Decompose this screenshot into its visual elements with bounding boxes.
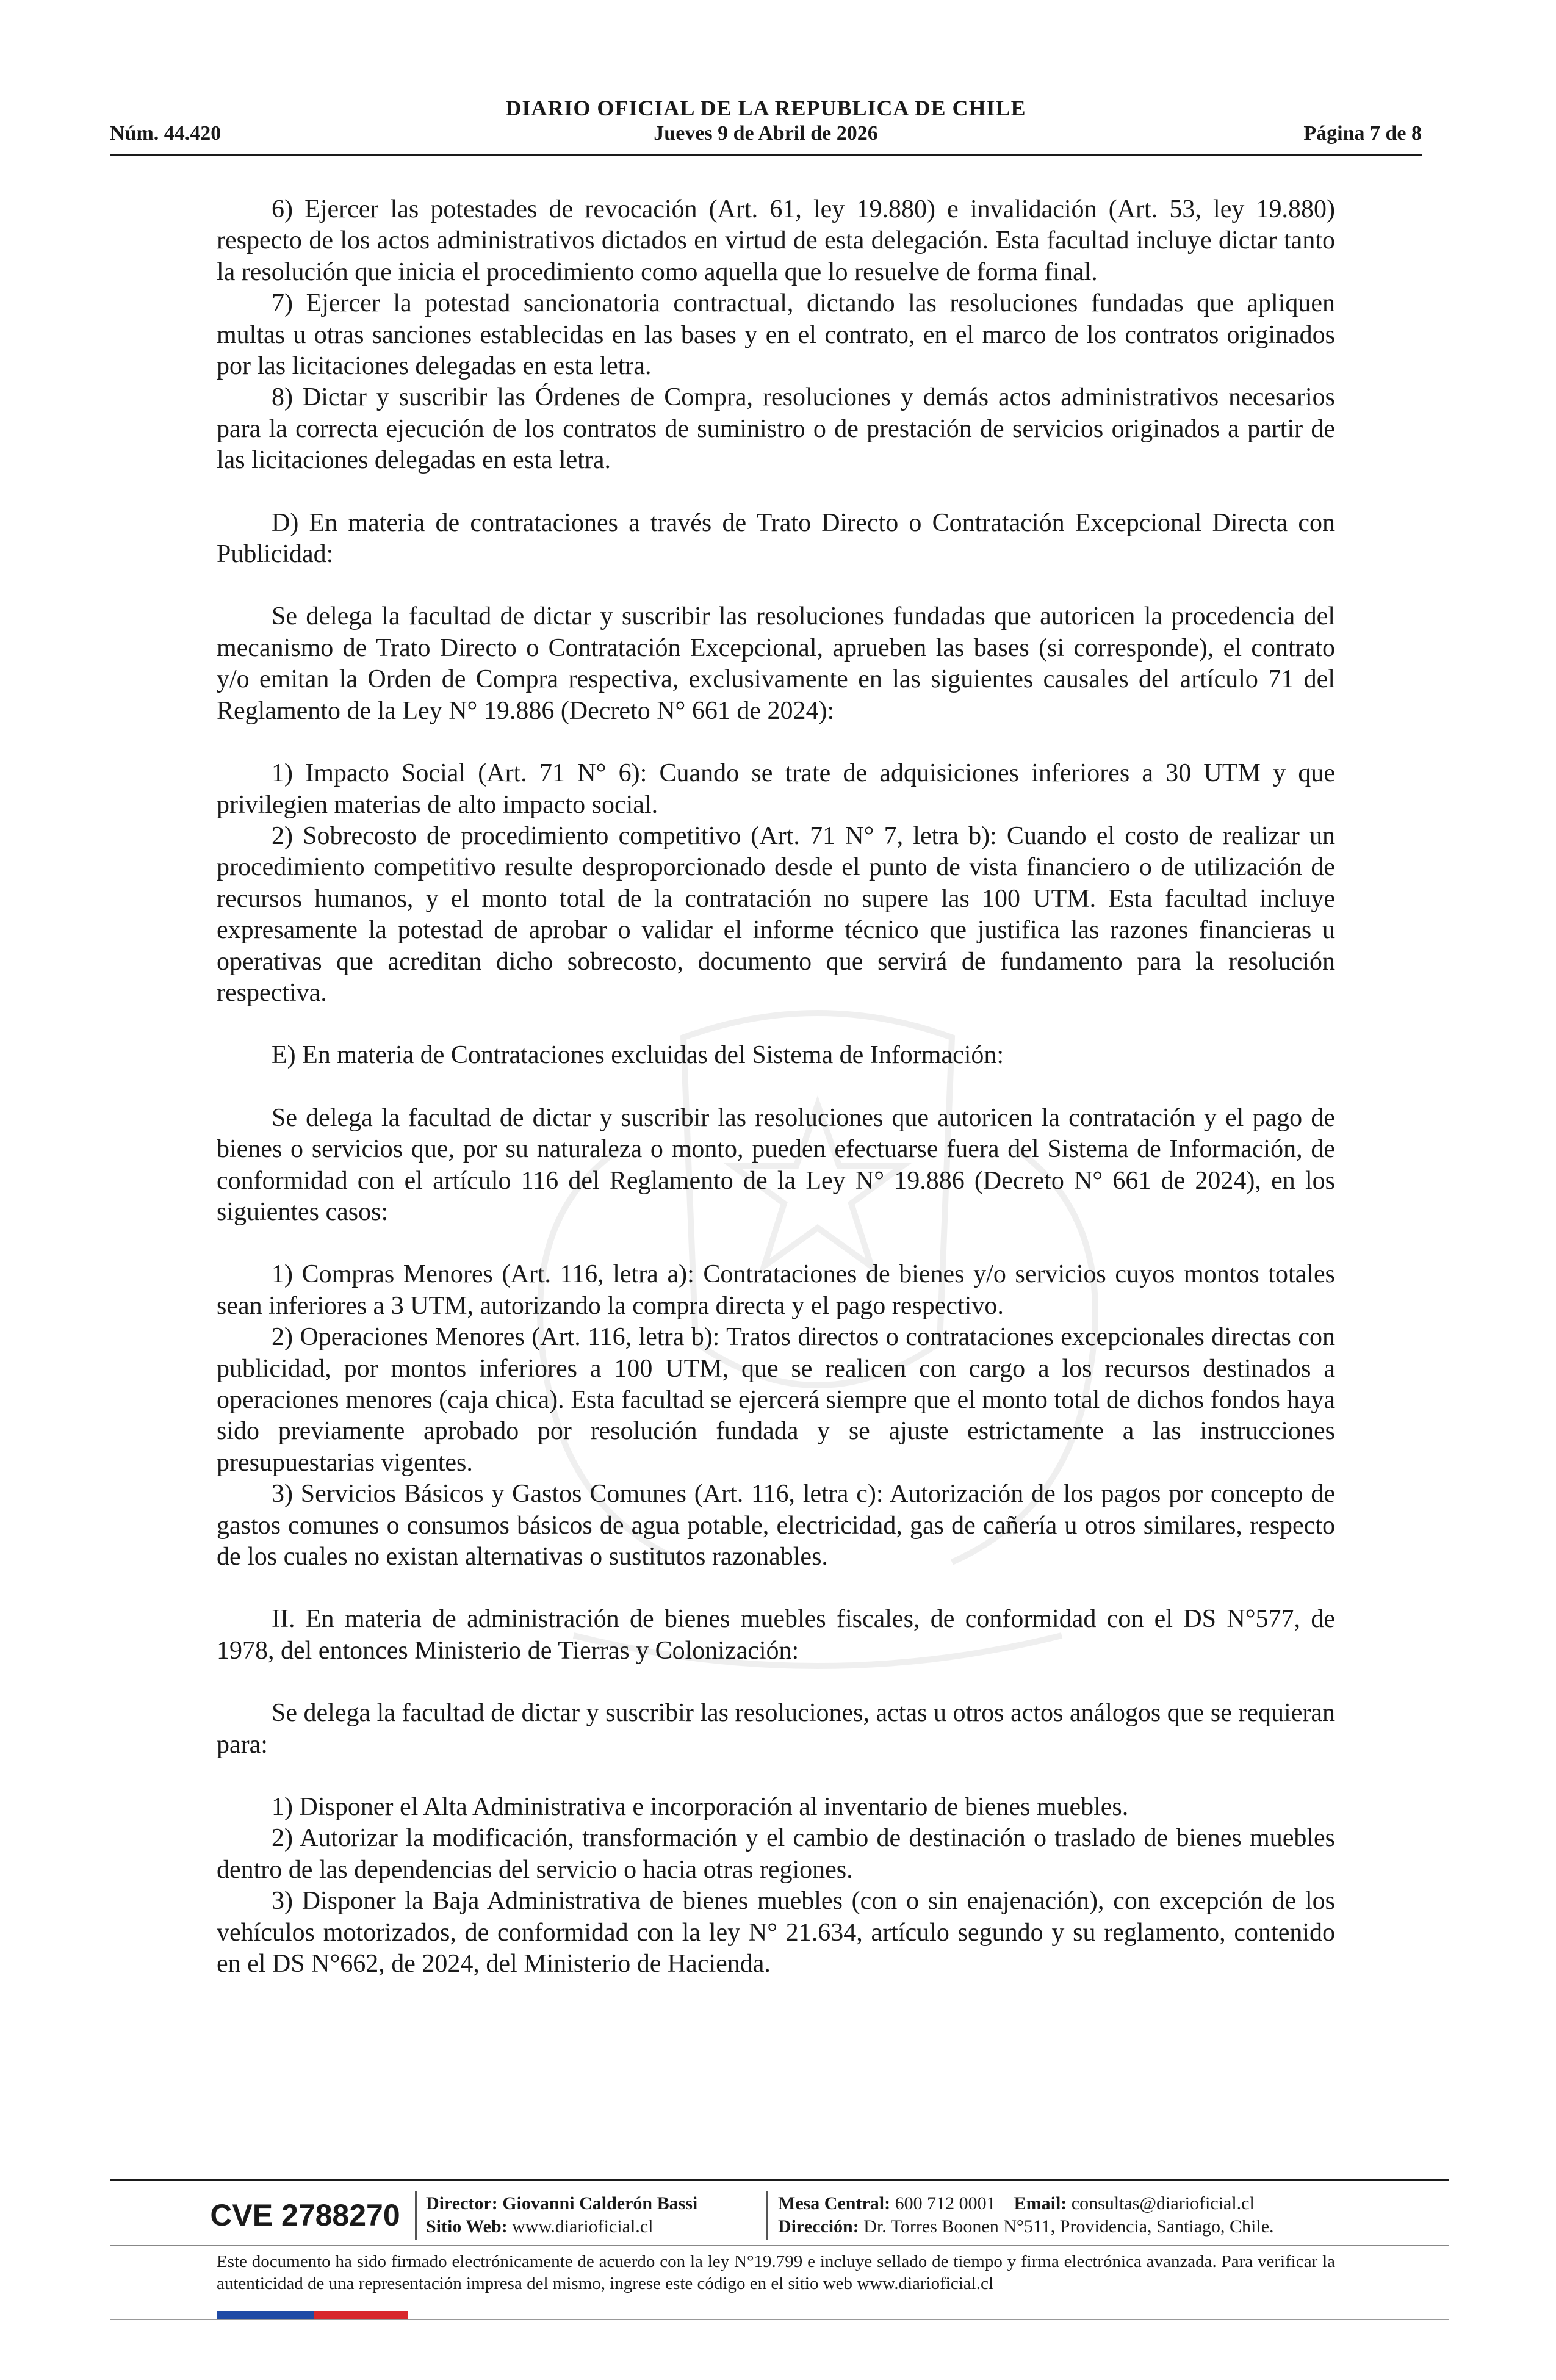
paragraph: 1) Disponer el Alta Administrativa e incorporación al inventario de bienes muebles. — [272, 1793, 1129, 1822]
section-heading-ii: II. En materia de administración de bienes muebles fiscales, de conformidad con el DS N°577, de 1978, del entonces Ministerio de Tierras y Colonización: — [217, 1605, 1335, 1665]
paragraph: 3) Servicios Básicos y Gastos Comunes (Art. 116, letra c): Autorización de los pagos por concepto de gastos comunes o consumos básicos de agua potable, electricidad, gas de cañería u otros similares, respecto de los cuales no existan alternativas o sustitutos razonables. — [217, 1480, 1335, 1571]
paragraph: Se delega la facultad de dictar y suscribir las resoluciones, actas u otros actos análogos que se requieran para: — [217, 1699, 1335, 1759]
paragraph: 1) Impacto Social (Art. 71 N° 6): Cuando se trate de adquisiciones inferiores a 30 UTM y que privilegien materias de alto impacto social. — [217, 759, 1335, 819]
paragraph: 2) Autorizar la modificación, transformación y el cambio de destinación o traslado de bienes muebles dentro de las dependencias del servicio o hacia otras regiones. — [217, 1824, 1335, 1884]
publication-title: DIARIO OFICIAL DE LA REPUBLICA DE CHILE — [505, 96, 1026, 120]
footer-director-block — [426, 2192, 697, 2238]
paragraph: 6) Ejercer las potestades de revocación (Art. 61, ley 19.880) e invalidación (Art. 53, ley 19.880) respecto de los actos administrativos dictados en virtud de esta delegación. Esta facultad incluye dictar tanto la resolución que inicia el procedimiento como aquella que lo resuelve de forma final. — [217, 195, 1335, 286]
website-link[interactable]: www.diarioficial.cl — [512, 2216, 654, 2237]
flag-stripe-red — [314, 2311, 408, 2319]
phone-value: 600 712 0001 — [895, 2193, 996, 2213]
paragraph: Se delega la facultad de dictar y suscribir las resoluciones fundadas que autoricen la procedencia del mecanismo de Trato Directo o Contratación Excepcional, aprueben las bases (si corresponde), el contrato y/o emitan la Orden de Compra respectiva, exclusivamente en las siguientes causales del artículo 71 del Reglamento de la Ley N° 19.886 (Decreto N° 661 de 2024): — [217, 602, 1335, 725]
email-link[interactable]: consultas@diarioficial.cl — [1071, 2193, 1255, 2213]
footer-contact-block — [778, 2192, 1274, 2238]
paragraph: 3) Disponer la Baja Administrativa de bienes muebles (con o sin enajenación), con excepción de los vehículos motorizados, de conformidad con la ley N° 21.634, artículo segundo y su reglamento, contenido en el DS N°662, de 2024, del Ministerio de Hacienda. — [217, 1887, 1335, 1978]
paragraph: 7) Ejercer la potestad sancionatoria contractual, dictando las resoluciones fundadas que apliquen multas u otras sanciones establecidas en las bases y en el contrato, en el marco de los contratos originados por las licitaciones delegadas en esta letra. — [217, 289, 1335, 381]
issue-number: Núm. 44.420 — [110, 122, 222, 145]
paragraph: 2) Sobrecosto de procedimiento competitivo (Art. 71 N° 7, letra b): Cuando el costo de realizar un procedimiento competitivo resulte desproporcionado desde el punto de vista financiero o de utilización de recursos humanos, y el monto total de la contratación no supere las 100 UTM. Esta facultad incluye expresamente la potestad de aprobar o validar el informe técnico que justifica las razones financieras u operativas que acreditan dicho sobrecosto, documento que servirá de fundamento para la resolución respectiva. — [217, 821, 1335, 1007]
paragraph: 8) Dictar y suscribir las Órdenes de Compra, resoluciones y demás actos administrativos necesarios para la correcta ejecución de los contratos de suministro o de prestación de servicios originados a partir de las licitaciones delegadas en esta letra. — [217, 383, 1335, 475]
director-label: Director: — [426, 2193, 498, 2213]
issue-date: Jueves 9 de Abril de 2026 — [654, 122, 878, 145]
flag-stripe-blue — [217, 2311, 314, 2319]
footer-divider — [110, 2179, 1449, 2181]
page-indicator: Página 7 de 8 — [1303, 122, 1422, 145]
section-heading-e: E) En materia de Contrataciones excluidas del Sistema de Información: — [272, 1041, 1004, 1070]
bottom-divider — [110, 2319, 1449, 2320]
phone-label: Mesa Central: — [778, 2193, 891, 2213]
website-label: Sitio Web: — [426, 2216, 508, 2237]
address-value: Dr. Torres Boonen N°511, Providencia, Santiago, Chile. — [863, 2216, 1274, 2237]
cve-code: CVE 2788270 — [210, 2198, 400, 2232]
email-label: Email: — [1014, 2193, 1067, 2213]
legal-divider — [110, 2245, 1449, 2246]
page-header — [110, 93, 1422, 154]
legal-notice: Este documento ha sido firmado electrónicamente de acuerdo con la ley N°19.799 e incluye sellado de tiempo y firma electrónica avanzada. Para verificar la autenticidad de una representación impresa del mismo, ingrese este código en el sitio web www.diarioficial.cl — [217, 2252, 1335, 2293]
paragraph: 1) Compras Menores (Art. 116, letra a): Contrataciones de bienes y/o servicios cuyos montos totales sean inferiores a 3 UTM, autorizando la compra directa y el pago respectivo. — [217, 1260, 1335, 1320]
section-heading-d: D) En materia de contrataciones a través de Trato Directo o Contratación Excepcional Directa con Publicidad: — [217, 508, 1335, 569]
address-label: Dirección: — [778, 2216, 859, 2237]
header-divider — [110, 154, 1422, 156]
paragraph: 2) Operaciones Menores (Art. 116, letra b): Tratos directos o contrataciones excepcionales directas con publicidad, por montos inferiores a 100 UTM, que se realicen con cargo a los recursos destinados a operaciones menores (caja chica). Esta facultad se ejercerá siempre que el monto total de dichos fondos haya sido previamente aprobado por resolución fundada y se ajuste estrictamente a las instrucciones presupuestarias vigentes. — [217, 1323, 1335, 1477]
footer-separator — [415, 2191, 417, 2240]
director-name: Giovanni Calderón Bassi — [502, 2193, 698, 2213]
paragraph: Se delega la facultad de dictar y suscribir las resoluciones que autoricen la contratación y el pago de bienes o servicios que, por su naturaleza o monto, pueden efectuarse fuera del Sistema de Información, de conformidad con el artículo 116 del Reglamento de la Ley N° 19.886 (Decreto N° 661 de 2024), en los siguientes casos: — [217, 1103, 1335, 1226]
document-body — [217, 194, 1335, 1980]
footer-separator — [766, 2191, 768, 2240]
